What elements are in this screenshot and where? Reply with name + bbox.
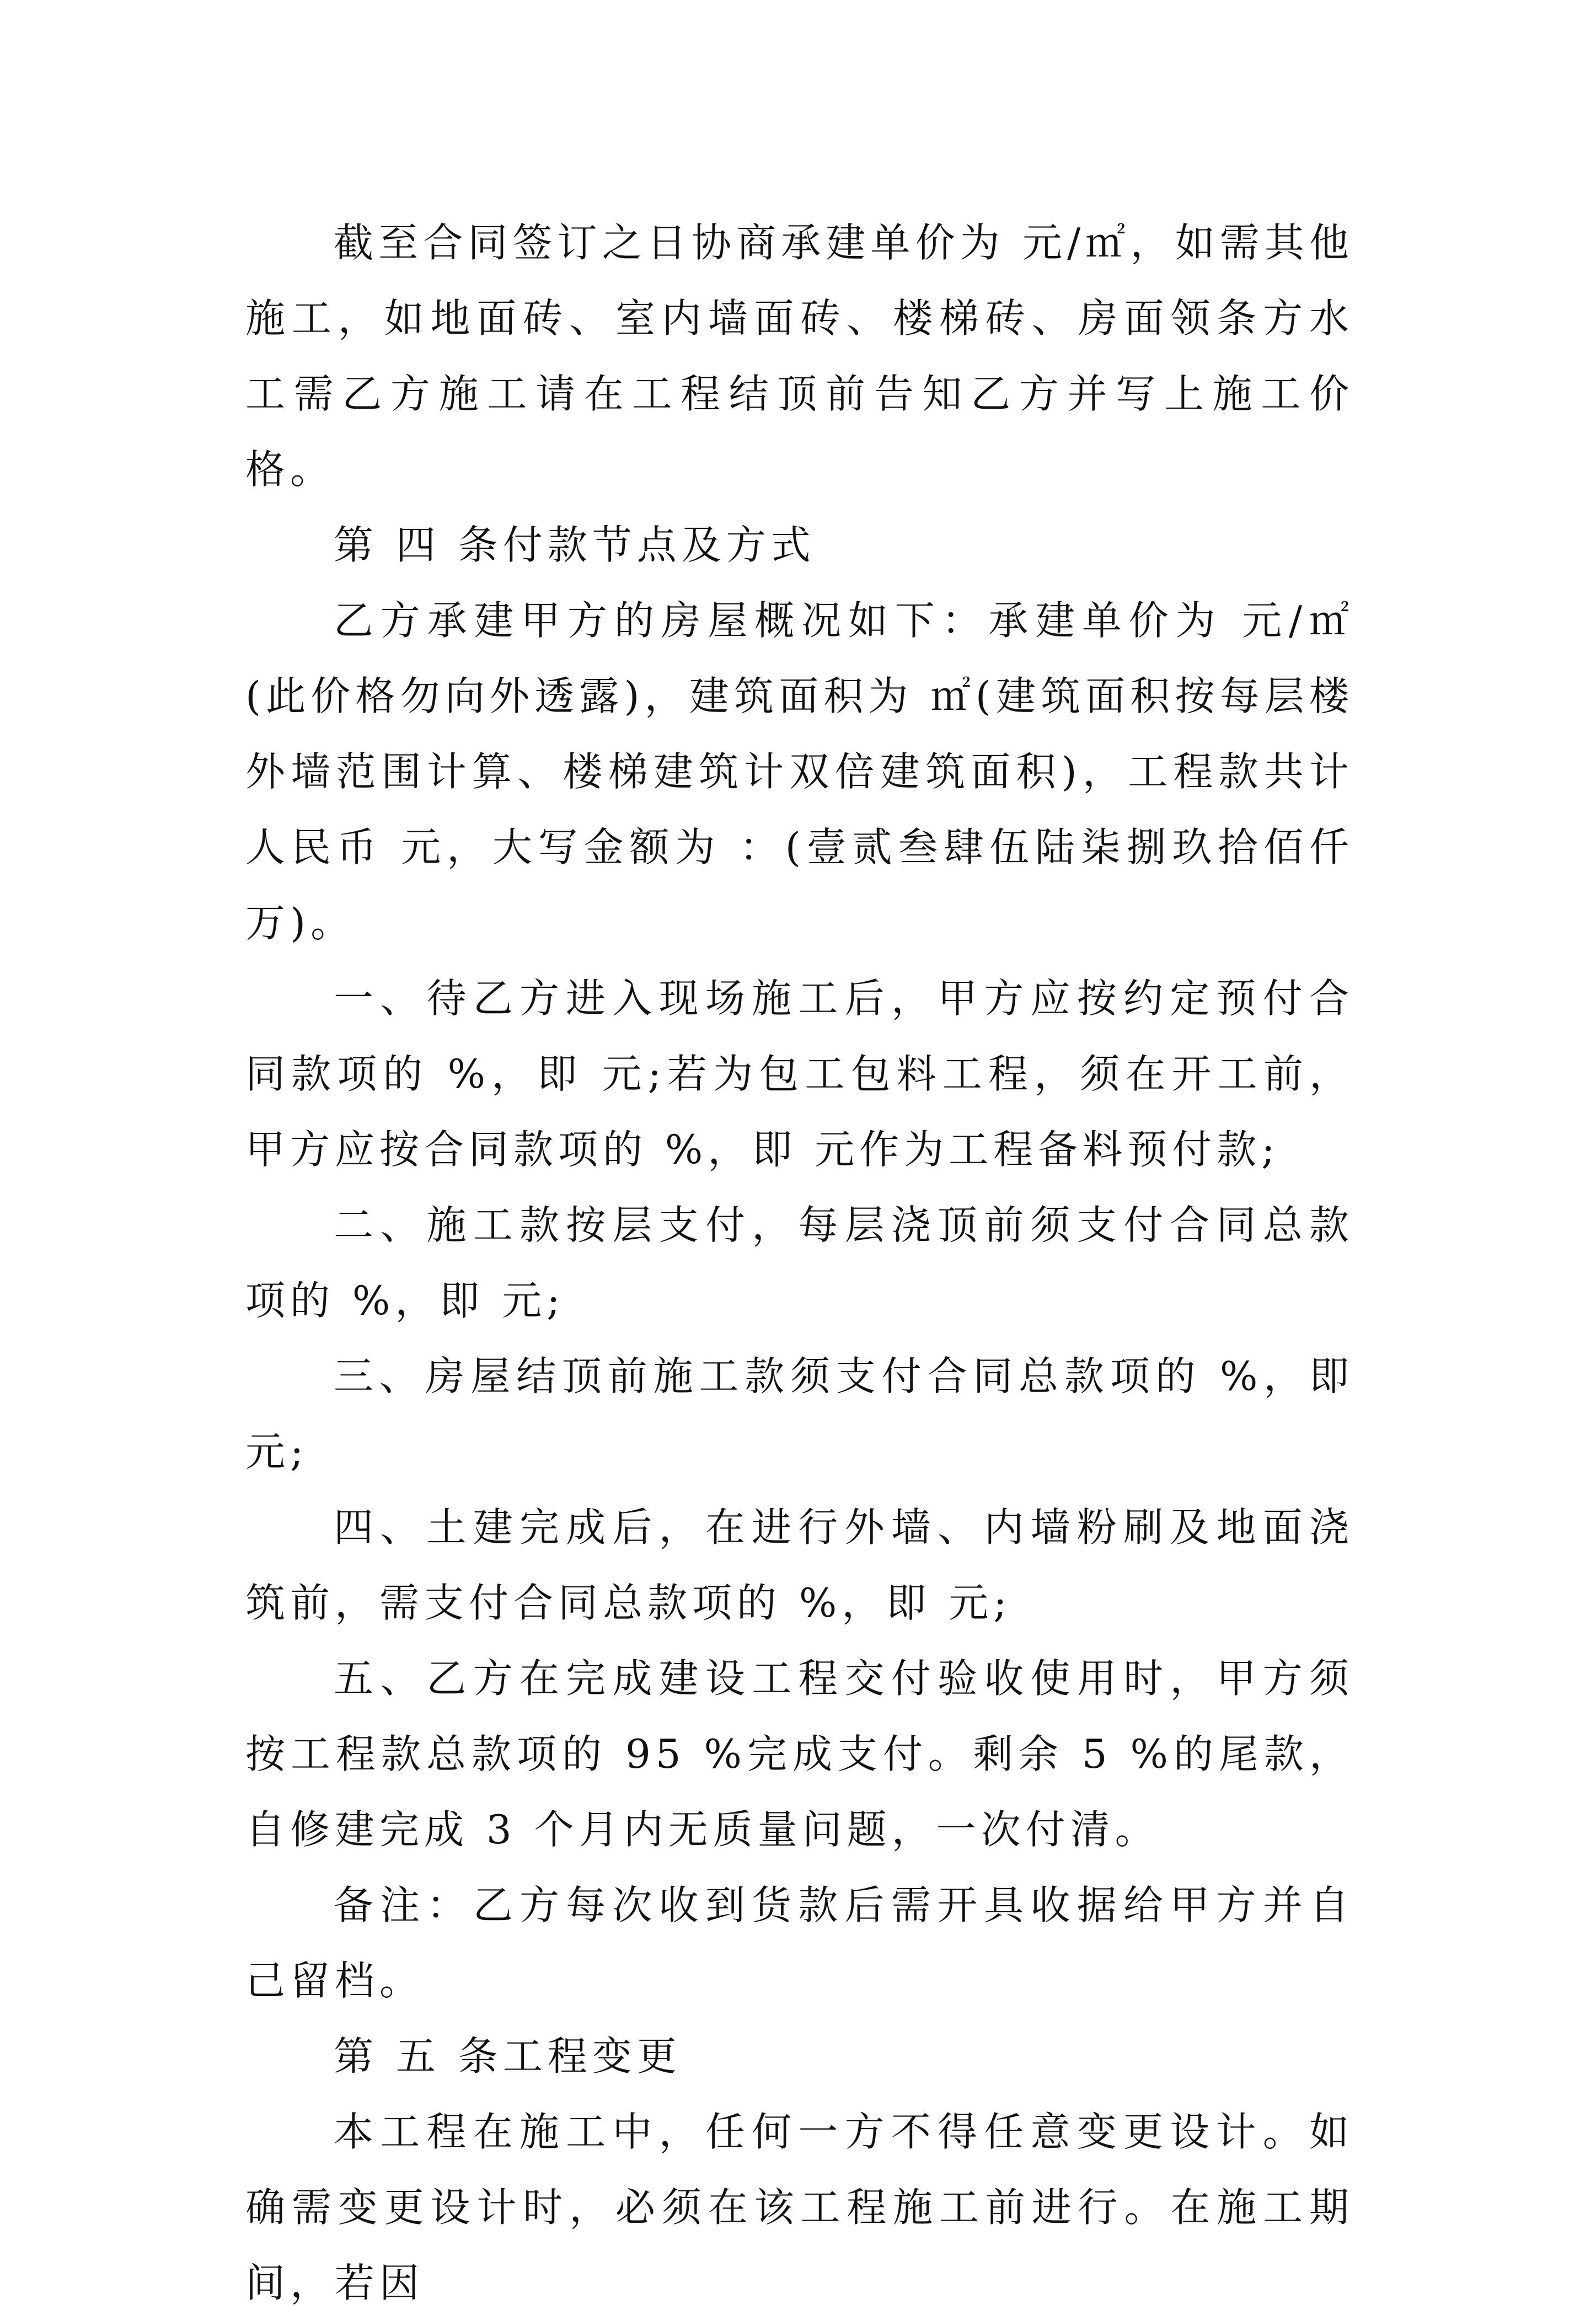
paragraph-payment-4: 四、土建完成后，在进行外墙、内墙粉刷及地面浇筑前，需支付合同总款项的 %，即 元; [245, 1504, 1354, 1626]
paragraph-payment-5: 五、乙方在完成建设工程交付验收使用时，甲方须按工程款总款项的 95 %完成支付。剩余 5 %的尾款，自修建完成 3 个月内无质量问题，一次付清。 [245, 1655, 1354, 1853]
heading-article-4: 第 四 条付款节点及方式 [334, 522, 816, 568]
paragraph-payment-2: 二、施工款按层支付，每层浇顶前须支付合同总款项的 %，即 元; [245, 1202, 1354, 1324]
document-body [245, 205, 1354, 2321]
paragraph-remark: 备注：乙方每次收到货款后需开具收据给甲方并自己留档。 [245, 1882, 1354, 2004]
paragraph-change: 本工程在施工中，任何一方不得任意变更设计。如确需变更设计时，必须在该工程施工前进行。在施工期间，若因 [245, 2109, 1354, 2306]
paragraph-payment-3: 三、房屋结顶前施工款须支付合同总款项的 %，即 元; [245, 1353, 1354, 1475]
heading-article-5: 第 五 条工程变更 [334, 2033, 682, 2079]
paragraph-unit-price: 截至合同签订之日协商承建单价为 元/㎡，如需其他施工，如地面砖、室内墙面砖、楼梯砖、房面领条方水工需乙方施工请在工程结顶前告知乙方并写上施工价格。 [245, 220, 1354, 493]
paragraph-house-overview: 乙方承建甲方的房屋概况如下：承建单价为 元/㎡(此价格勿向外透露)，建筑面积为 ㎡(建筑面积按每层楼外墙范围计算、楼梯建筑计双倍建筑面积)，工程款共计人民币 元，大写金额为 ：(壹贰叁肆伍陆柒捌玖拾佰仟万)。 [245, 597, 1354, 946]
paragraph-payment-1: 一、待乙方进入现场施工后，甲方应按约定预付合同款项的 %，即 元;若为包工包料工程，须在开工前，甲方应按合同款项的 %，即 元作为工程备料预付款; [245, 975, 1354, 1173]
